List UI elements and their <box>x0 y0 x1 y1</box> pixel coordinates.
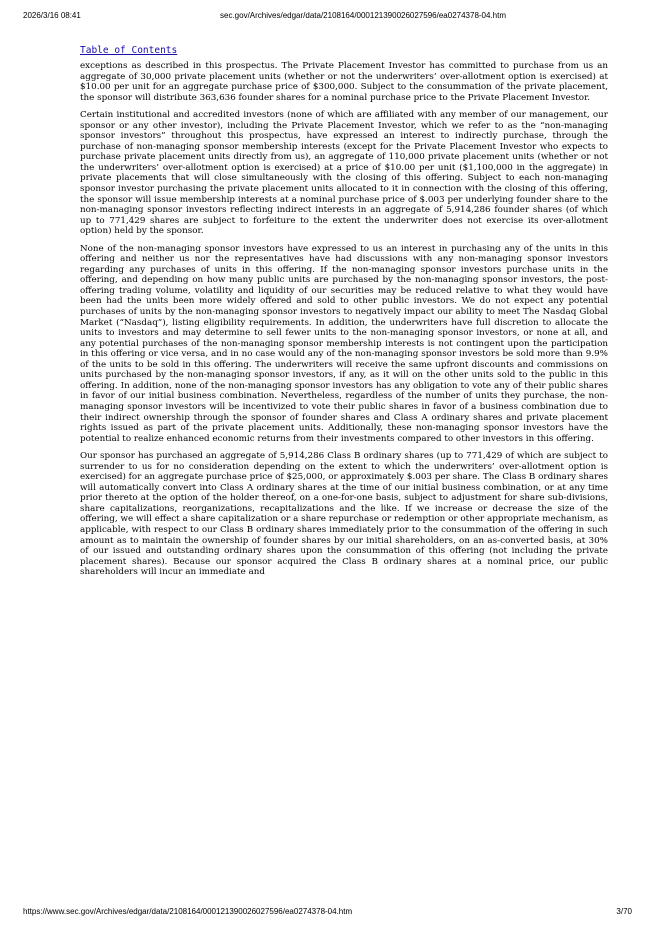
print-url: sec.gov/Archives/edgar/data/2108164/000121390026027596/ea0274378-04.htm <box>220 11 507 20</box>
table-of-contents-link[interactable]: Table of Contents <box>80 45 178 56</box>
print-datetime: 2026/3/16 08:41 <box>23 11 81 20</box>
footer-url: https://www.sec.gov/Archives/edgar/data/2108164/000121390026027596/ea0274378-04.htm <box>23 907 353 916</box>
paragraph-private-placement: exceptions as described in this prospectus. The Private Placement Investor has committed to purchase from us an aggregate of 30,000 private placement units (whether or not the underwriters’ over-allotment option is exercised) at $10.00 per unit for an aggregate purchase price of $300,000. Subject to the consummation of the private placement, the sponsor will distribute 363,636 founder shares for a nominal purchase price to the Private Placement Investor. <box>80 61 608 103</box>
paragraph-units-purchase: None of the non-managing sponsor investors have expressed to us an interest in purchasing any of the units in this offering and neither us nor the representatives have had discussions with any non-managing sponsor investors regarding any purchases of units in this offering. If the non-managing sponsor investors purchase units in the offering, and depending on how many public units are purchased by the non-managing sponsor investors, the post-offering trading volume, volatility and liquidity of our securities may be reduced relative to what they would have been had the units been more widely offered and sold to other public investors. We do not expect any potential purchases of units by the non-managing sponsor investors to negatively impact our ability to meet The Nasdaq Global Market (“Nasdaq”), listing eligibility requirements. In addition, the underwriters have full discretion to allocate the units to investors and may determine to sell fewer units to the non-managing sponsor investors, or none at all, and any potential purchases of the non-managing sponsor membership interests is not contingent upon the participation in this offering or vice versa, and in no case would any of the non-managing sponsor investors be sold more than 9.9% of the units to be sold in this offering. The underwriters will receive the same upfront discounts and commissions on units purchased by the non-managing sponsor investors, if any, as it will on the other units sold to the public in this offering. In addition, none of the non-managing sponsor investors has any obligation to vote any of their public shares in favor of our initial business combination. Nevertheless, regardless of the number of units they purchase, the non-managing sponsor investors will be incentivized to vote their public shares in favor of a business combination due to their indirect ownership through the sponsor of founder shares and Class A ordinary shares and private placement rights issued as part of the private placement units. Additionally, these non-managing sponsor investors have the potential to realize enhanced economic returns from their investments compared to other investors in this offering. <box>80 243 608 444</box>
print-footer <box>0 907 662 919</box>
print-header <box>0 11 662 23</box>
paragraph-sponsor-shares: Our sponsor has purchased an aggregate of 5,914,286 Class B ordinary shares (up to 771,429 of which are subject to surrender to us for no consideration depending on the extent to which the underwriters’ over-allotment option is exercised) for an aggregate purchase price of $25,000, or approximately $.003 per share. The Class B ordinary shares will automatically convert into Class A ordinary shares at the time of our initial business combination, or at any time prior thereto at the option of the holder thereof, on a one-for-one basis, subject to adjustment for share sub-divisions, share capitalizations, reorganizations, recapitalizations and the like. If we increase or decrease the size of the offering, we will effect a share capitalization or a share repurchase or redemption or other appropriate mechanism, as applicable, with respect to our Class B ordinary shares immediately prior to the consummation of the offering in such amount as to maintain the ownership of founder shares by our initial shareholders, on an as-converted basis, at 30% of our issued and outstanding ordinary shares upon the consummation of this offering (not including the private placement shares). Because our sponsor acquired the Class B ordinary shares at a nominal price, our public shareholders will incur an immediate and <box>80 451 608 578</box>
paragraph-non-managing-investors: Certain institutional and accredited investors (none of which are affiliated with any member of our management, our sponsor or any other investor), including the Private Placement Investor, which we refer to as the “non-managing sponsor investors” throughout this prospectus, have expressed an interest to indirectly purchase, through the purchase of non-managing sponsor membership interests (except for the Private Placement Investor who expects to purchase private placement units directly from us), an aggregate of 110,000 private placement units (whether or not the underwriters’ over-allotment option is exercised) at a price of $10.00 per unit ($1,100,000 in the aggregate) in private placements that will close simultaneously with the closing of this offering. Subject to each non-managing sponsor investor purchasing the private placement units allocated to it in connection with the closing of this offering, the sponsor will issue membership interests at a nominal purchase price of $.003 per underlying founder share to the non-managing sponsor investors reflecting indirect interests in an aggregate of 5,914,286 founder shares (of which up to 771,429 shares are subject to forfeiture to the extent the underwriter does not exercise its over-allotment option) held by the sponsor. <box>80 110 608 237</box>
document-body <box>80 38 608 585</box>
page-number: 3/70 <box>616 907 632 916</box>
